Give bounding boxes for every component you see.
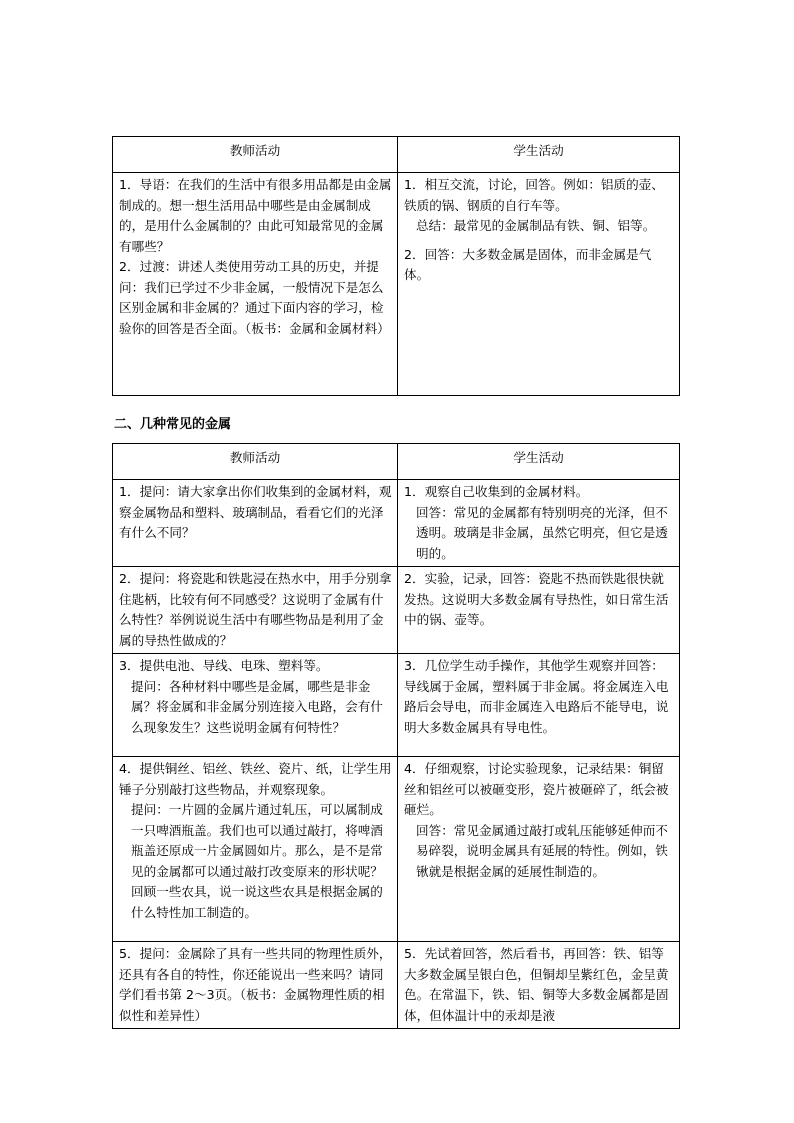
table-row xyxy=(113,567,680,654)
student-cell xyxy=(398,654,680,757)
table-row xyxy=(113,942,680,1029)
student-item: 回答：常见金属通过敲打或轧压能够延伸而不易碎裂，说明金属具有延展的特性。例如，铁锹就是根据金属的延展性制造的。 xyxy=(416,822,668,879)
teacher-item: 1．导语：在我们的生活中有很多用品都是由金属制成的。想一想生活用品中哪些是由金属制成的，是用什么金属制的？由此可知最常见的金属有哪些？ xyxy=(119,177,392,254)
header-student: 学生活动 xyxy=(398,137,680,173)
teacher-item: 提问：各种材料中哪些是金属，哪些是非金属？将金属和非金属分别连接入电路，会有什么现象发生？这些说明金属有何特性？ xyxy=(131,678,383,735)
student-item: 1．相互交流，讨论，回答。例如：铝质的壶、铁质的锅、钢质的自行车等。 xyxy=(404,177,664,213)
student-item: 2．回答：大多数金属是固体，而非金属是气体。 xyxy=(404,246,652,282)
table-header-row xyxy=(113,137,680,173)
teacher-cell xyxy=(113,567,398,654)
header-teacher: 教师活动 xyxy=(113,137,398,173)
section-title: 二、几种常见的金属 xyxy=(114,417,232,432)
student-item: 4．仔细观察，讨论实验现象，记录结果：铜留丝和铝丝可以被砸变形，瓷片被砸碎了，纸会被砸烂。 xyxy=(404,761,669,817)
student-cell xyxy=(398,173,680,396)
student-item: 回答：常见的金属都有特别明亮的光泽，但不透明。玻璃是非金属，虽然它明亮，但它是透明的。 xyxy=(416,504,668,561)
student-cell xyxy=(398,480,680,567)
table-row xyxy=(113,757,680,942)
teacher-item: 1．提问：请大家拿出你们收集到的金属材料，观察金属物品和塑料、玻璃制品，看看它们的光泽有什么不同？ xyxy=(119,484,392,540)
activity-table-1 xyxy=(112,136,680,396)
table-header-row xyxy=(113,444,680,480)
header-teacher: 教师活动 xyxy=(113,444,398,480)
student-cell xyxy=(398,567,680,654)
teacher-item: 2．过渡：讲述人类使用劳动工具的历史，并提问：我们已学过不少非金属，一般情况下是怎么区别金属和非金属的？通过下面内容的学习，检验你的回答是否全面。（板书：金属和金属材料） xyxy=(119,259,390,336)
table-row xyxy=(113,654,680,757)
teacher-item: 3．提供电池、导线、电珠、塑料等。 xyxy=(119,658,329,673)
student-item: 5．先试着回答，然后看书，再回答：铁、铝等大多数金属呈银白色，但铜却呈紫红色，金呈黄色。在常温下，铁、铝、铜等大多数金属都是固体，但体温计中的汞却是液 xyxy=(404,946,669,1023)
student-item: 总结：最常见的金属制品有铁、铜、铝等。 xyxy=(416,218,656,233)
teacher-cell xyxy=(113,173,398,396)
student-item: 2．实验，记录，回答：瓷匙不热而铁匙很快就发热。这说明大多数金属有导热性，如日常生活中的锅、壶等。 xyxy=(404,571,669,627)
student-cell xyxy=(398,757,680,942)
teacher-cell xyxy=(113,654,398,757)
teacher-item: 2．提问：将瓷匙和铁匙浸在热水中，用手分别拿住匙柄，比较有何不同感受？这说明了金属有什么特性？举例说说生活中有哪些物品是利用了金属的导热性做成的？ xyxy=(119,571,392,648)
table-row xyxy=(113,173,680,396)
activity-table-2 xyxy=(112,443,680,1029)
table-row xyxy=(113,480,680,567)
teacher-cell xyxy=(113,757,398,942)
student-cell xyxy=(398,942,680,1029)
student-item: 3．几位学生动手操作，其他学生观察并回答：导线属于金属，塑料属于非金属。将金属连入电路后会导电，而非金属连入电路后不能导电，说明大多数金属具有导电性。 xyxy=(404,658,669,735)
header-student: 学生活动 xyxy=(398,444,680,480)
teacher-cell xyxy=(113,942,398,1029)
teacher-item: 5．提问：金属除了具有一些共同的物理性质外，还具有各自的特性，你还能说出一些来吗？请同学们看书第 2～3页。（板书：金属物理性质的相似性和差异性） xyxy=(119,946,392,1023)
student-item: 1．观察自己收集到的金属材料。 xyxy=(404,484,589,499)
teacher-cell xyxy=(113,480,398,567)
teacher-item: 提问：一片圆的金属片通过轧压，可以属制成一只啤酒瓶盖。我们也可以通过敲打，将啤酒瓶盖还原成一片金属圆如片。那么，是不是常见的金属都可以通过敲打改变原来的形状呢？回顾一些农具，说一说这些农具是根据金属的什么特性加工制造的。 xyxy=(131,802,383,920)
teacher-item: 4．提供铜丝、铝丝、铁丝、瓷片、纸，让学生用锤子分别敲打这些物品，并观察现象。 xyxy=(119,761,392,797)
